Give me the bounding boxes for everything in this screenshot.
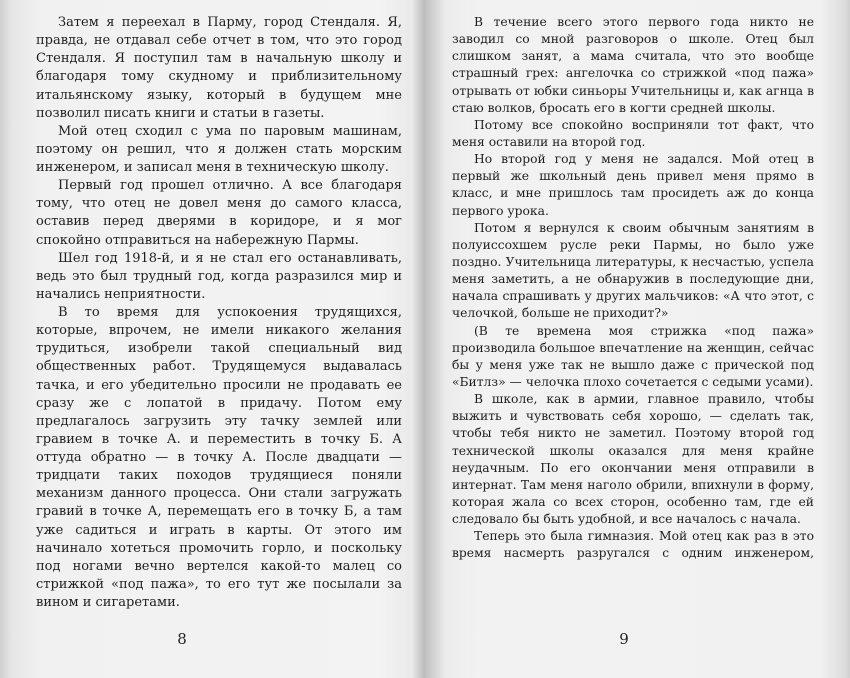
paragraph: Первый год прошел отлично. А все благодаря тому, что отец не довел меня до самого класса, оставив перед дверями в коридоре, и я мог спокойно отправиться на набережную Пармы. (36, 178, 402, 248)
left-page-text (36, 14, 402, 612)
paragraph: Шел год 1918-й, и я не стал его останавливать, ведь это был трудный год, когда разразился мир и начались неприятности. (36, 250, 402, 302)
paragraph: В то время для успокоения трудящихся, которые, впрочем, не имели никакого желания трудиться, изобрели такой специальный вид общественных работ. Трудящемуся выдавалась тачка, и его убедительно просили не продавать ее сразу же с лопатой в придачу. Потом ему предлагалось загрузить эту тачку землей или гравием в точке А. и переместить в точку Б. А оттуда обратно — в точку А. После двадцати — тридцати таких походов трудящиеся поняли механизм данного процесса. Они стали загружать гравий в точке А, перемещать его в точку Б, а там уже садиться и играть в карты. От этого им начинало хотеться промочить горло, и поскольку под ногами вечно вертелся какой-то малец со стрижкой «под пажа», то его тут же посылали за вином и сигаретами. (36, 305, 402, 610)
paragraph: Теперь это была гимназия. Мой отец как раз в это время насмерть разругался с одним инженером, (452, 529, 814, 561)
paragraph: Мой отец сходил с ума по паровым машинам, поэтому он решил, что я должен стать морским инженером, и записал меня в техническую школу. (36, 123, 402, 175)
paragraph: Но второй год у меня не задался. Мой отец в первый же школьный день привел меня прямо в класс, и мне пришлось там просидеть аж до конца первого урока. (452, 152, 814, 218)
paragraph: Затем я переехал в Парму, город Стендаля. Я, правда, не отдавал себе отчет в том, что это город Стендаля. Я поступил там в начальную школу и благодаря тому скудному и приблизительному итальянскому языку, который в будущем мне позволил писать книги и статьи в газеты. (36, 15, 402, 121)
right-page-text (452, 14, 814, 563)
page-number-left: 8 (177, 630, 187, 648)
paragraph: Потом я вернулся к своим обычным занятиям в полуиссохшем русле реки Пармы, но было уже поздно. Учительница литературы, к несчастью, успела меня заметить, а не обнаружив в последующие дни, начала спрашивать у других мальчиков: «А что этот, с челочкой, больше не приходит?» (452, 220, 814, 321)
paragraph: В школе, как в армии, главное правило, чтобы выжить и чувствовать себя хорошо, — сделать так, чтобы тебя никто не заметил. Поэтому второй год технической школы оказался для меня крайне неудачным. По его окончании меня отправили в интернат. Там меня наголо обрили, впихнули в форму, которая жала со всех сторон, особенно там, где ей следовало бы быть удобной, и все началось с начала. (452, 392, 814, 527)
page-number-right: 9 (619, 630, 629, 648)
paragraph: Потому все спокойно восприняли тот факт, что меня оставили на второй год. (452, 117, 814, 149)
right-page (452, 14, 814, 563)
paragraph: (В те времена моя стрижка «под пажа» производила большое впечатление на женщин, сейчас бы у меня уже так не вышло даже с прической под «Битлз» — челочка плохо сочетается с седыми усами). (452, 323, 814, 389)
paragraph: В течение всего этого первого года никто не заводил со мной разговоров о школе. Отец был слишком занят, а мама считала, что это вообще страшный грех: ангелочка со стрижкой «под пажа» отрывать от юбки синьоры Учительницы и, как агнца в стаю волков, бросать его в когти средней школы. (452, 15, 814, 115)
left-page (36, 14, 402, 612)
